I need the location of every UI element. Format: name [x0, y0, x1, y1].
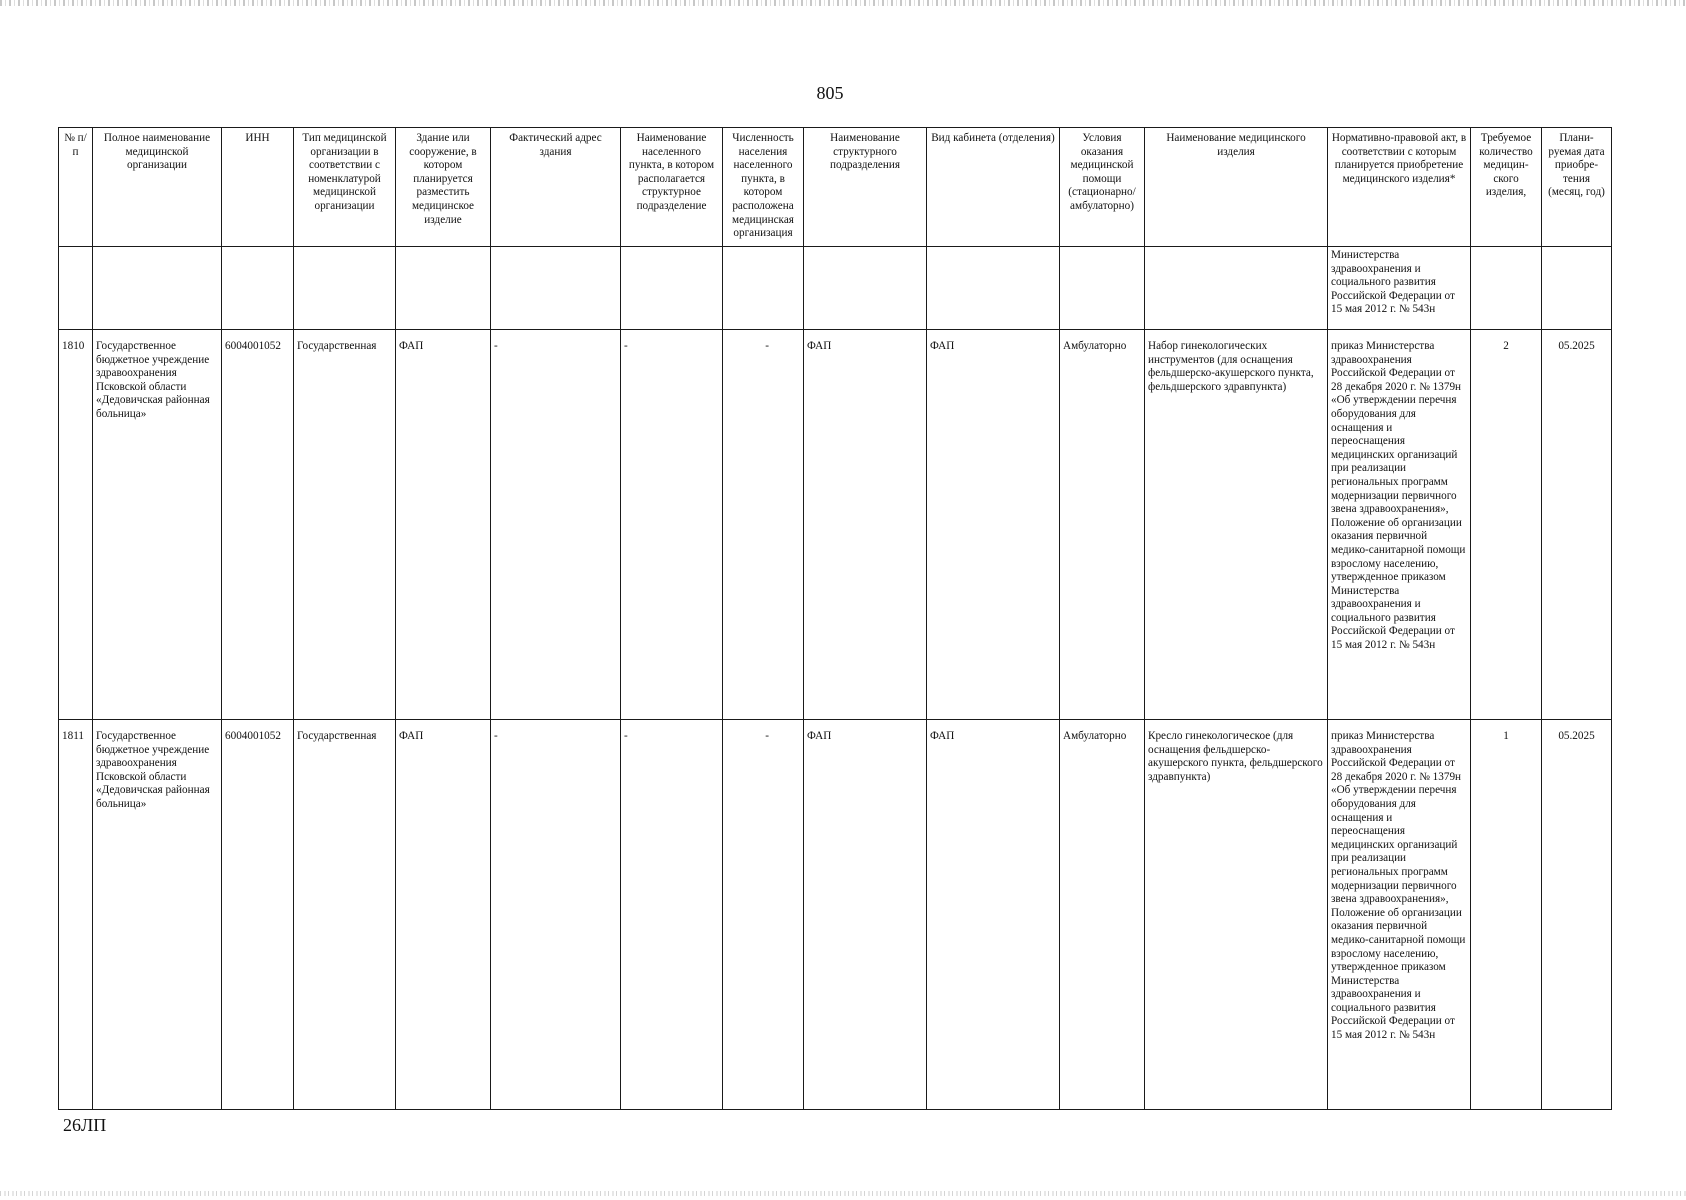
quantity-value: 2 — [1471, 330, 1542, 720]
table-cell — [1471, 247, 1542, 330]
document-code: 26ЛП — [63, 1115, 107, 1135]
organization-type: Государственная — [294, 720, 396, 1110]
table-cell — [294, 247, 396, 330]
table-cell — [396, 247, 491, 330]
conditions-value: Амбулаторно — [1060, 720, 1145, 1110]
column-header: Численность населения населенного пункта, в котором расположена медицинская организация — [723, 128, 804, 247]
row-number: 1810 — [59, 330, 93, 720]
column-header: № п/п — [59, 128, 93, 247]
legal-act: приказ Министерства здравоохранения Российской Федерации от 28 декабря 2020 г. № 1379н «Об утверждении перечня оборудования для оснащения и переоснащения медицинских организаций при реализации региональных программ модернизации первичного звена здравоохранения», Положение об организации оказания первичной медико-санитарной помощи взрослому населению, утвержденное приказом Министерства здравоохранения и социального развития Российской Федерации от 15 мая 2012 г. № 543н — [1328, 330, 1471, 720]
organization-name: Государственное бюджетное учреждение здравоохранения Псковской области «Дедовичская районная больница» — [93, 330, 222, 720]
cabinet-value: ФАП — [927, 720, 1060, 1110]
column-header: Наименование структурного подразделения — [804, 128, 927, 247]
table-cell — [621, 247, 723, 330]
address-value: - — [491, 330, 621, 720]
table-cell — [1145, 247, 1328, 330]
table-cell — [93, 247, 222, 330]
column-header: Нормативно-правовой акт, в соответствии с которым планируется приобретение медицинского изделия* — [1328, 128, 1471, 247]
unit-value: ФАП — [804, 720, 927, 1110]
column-header: Тип медицинской организации в соответствии с номенклатурой медицинской организации — [294, 128, 396, 247]
column-header: Полное наименование медицинской организации — [93, 128, 222, 247]
table-cell — [1542, 247, 1612, 330]
table-row — [59, 330, 1612, 720]
table-cell — [723, 247, 804, 330]
cabinet-value: ФАП — [927, 330, 1060, 720]
population-value: - — [723, 330, 804, 720]
unit-value: ФАП — [804, 330, 927, 720]
quantity-value: 1 — [1471, 720, 1542, 1110]
legal-act-continuation: Министерства здравоохранения и социального развития Российской Федерации от 15 мая 2012 г. № 543н — [1328, 247, 1471, 330]
purchase-date: 05.2025 — [1542, 330, 1612, 720]
column-header: Условия оказания медицинской помощи (стационарно/ амбулаторно) — [1060, 128, 1145, 247]
scan-edge-bottom — [0, 1191, 1686, 1196]
legal-act: приказ Министерства здравоохранения Российской Федерации от 28 декабря 2020 г. № 1379н «Об утверждении перечня оборудования для оснащения и переоснащения медицинских организаций при реализации региональных программ модернизации первичного звена здравоохранения», Положение об организации оказания первичной медико-санитарной помощи взрослому населению, утвержденное приказом Министерства здравоохранения и социального развития Российской Федерации от 15 мая 2012 г. № 543н — [1328, 720, 1471, 1110]
purchase-date: 05.2025 — [1542, 720, 1612, 1110]
device-name: Кресло гинекологическое (для оснащения фельдшерско-акушерского пункта, фельдшерского здравпункта) — [1145, 720, 1328, 1110]
table-cell — [804, 247, 927, 330]
table-row-continuation — [59, 247, 1612, 330]
column-header: Наименование населенного пункта, в котором располагается структурное подразделение — [621, 128, 723, 247]
device-name: Набор гинекологических инструментов (для оснащения фельдшерско-акушерского пункта, фельдшерского здравпункта) — [1145, 330, 1328, 720]
building-value: ФАП — [396, 330, 491, 720]
equipment-table — [58, 127, 1612, 1110]
conditions-value: Амбулаторно — [1060, 330, 1145, 720]
organization-type: Государственная — [294, 330, 396, 720]
scan-edge-top — [0, 0, 1686, 6]
table-row — [59, 720, 1612, 1110]
table-cell — [222, 247, 294, 330]
table-header-row — [59, 128, 1612, 247]
organization-name: Государственное бюджетное учреждение здравоохранения Псковской области «Дедовичская районная больница» — [93, 720, 222, 1110]
building-value: ФАП — [396, 720, 491, 1110]
table-cell — [927, 247, 1060, 330]
column-header: Вид кабинета (отделения) — [927, 128, 1060, 247]
page-number: 805 — [816, 83, 844, 103]
column-header: Требуемое количество медицин-ского изделия, — [1471, 128, 1542, 247]
column-header: Фактический адрес здания — [491, 128, 621, 247]
address-value: - — [491, 720, 621, 1110]
population-value: - — [723, 720, 804, 1110]
column-header: ИНН — [222, 128, 294, 247]
table-cell — [59, 247, 93, 330]
inn-value: 6004001052 — [222, 330, 294, 720]
table-cell — [491, 247, 621, 330]
column-header: Плани-руемая дата приобре-тения (месяц, год) — [1542, 128, 1612, 247]
table-cell — [1060, 247, 1145, 330]
settlement-value: - — [621, 330, 723, 720]
column-header: Наименование медицинского изделия — [1145, 128, 1328, 247]
settlement-value: - — [621, 720, 723, 1110]
row-number: 1811 — [59, 720, 93, 1110]
equipment-table-wrapper — [58, 127, 1612, 1110]
column-header: Здание или сооружение, в котором планируется разместить медицинское изделие — [396, 128, 491, 247]
inn-value: 6004001052 — [222, 720, 294, 1110]
